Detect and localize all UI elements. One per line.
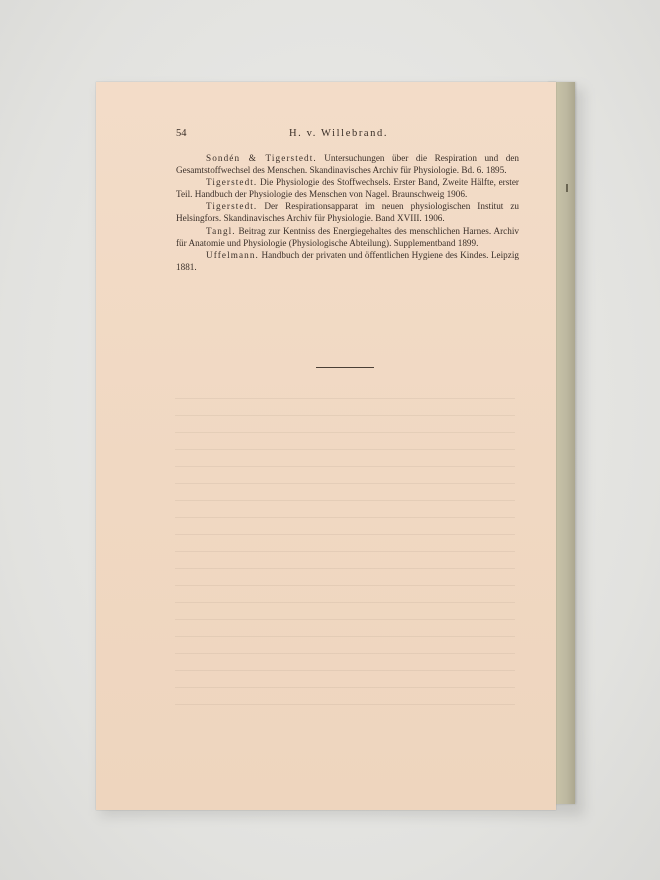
show-through-text [175,390,515,720]
reference-author: Uffelmann. [206,249,259,260]
reference-entry [176,249,519,273]
reference-text: Beitrag zur Kentniss des Energiegehaltes des menschlichen Harnes. Archiv für Anatomie und Physiologie (Physiologische Abteilung). Supplementband 1899. [176,225,520,248]
reference-entry [176,176,519,200]
reference-author: Tangl. [206,225,236,236]
reference-author: Tigerstedt. [206,201,258,212]
page-header [176,128,516,142]
reference-author: Tigerstedt. [206,177,258,188]
reference-entry [176,225,519,249]
running-head: H. v. Willebrand. [289,128,389,139]
section-divider [316,367,374,368]
reference-text: Der Respirationsapparat im neuen physiologischen Institut zu Helsingfors. Skandinavisches Archiv für Physiologie. Band XVIII. 1906. [176,201,519,224]
reference-entry [176,152,519,176]
spine-mark [566,184,568,192]
reference-text: Die Physiologie des Stoffwechsels. Erster Band, Zweite Hälfte, erster Teil. Handbuch der Physiologie des Menschen von Nagel. Braunschweig 1906. [176,177,519,200]
reference-entry [176,200,519,224]
reference-text: Handbuch der privaten und öffentlichen Hygiene des Kindes. Leipzig 1881. [176,249,519,272]
reference-author: Sondén & Tigerstedt. [206,153,317,163]
reference-list [176,152,519,273]
reference-text: Untersuchungen über die Respiration und den Gesamtstoffwechsel des Menschen. Skandinavisches Archiv für Physiologie. Bd. 6. 1895. [176,153,520,176]
page-number: 54 [176,128,187,139]
